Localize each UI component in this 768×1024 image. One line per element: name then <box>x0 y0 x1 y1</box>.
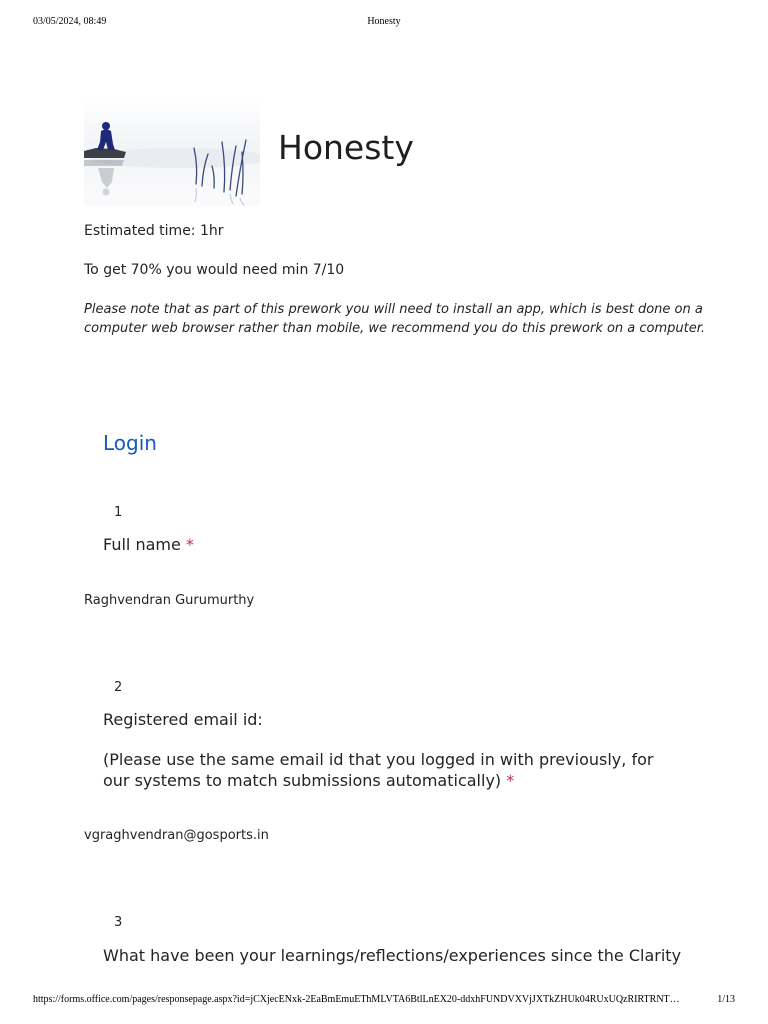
prework-note: Please note that as part of this prework you will need to install an app, which is best done on a computer web browser rather than mobile, we recommend you do this prework on a computer. <box>84 302 706 336</box>
page-number: 1/13 <box>717 994 735 1005</box>
required-marker: * <box>185 535 194 554</box>
question-text: Registered email id: <box>103 710 263 729</box>
answer-text: vgraghvendran@gosports.in <box>84 828 269 843</box>
question-number: 3 <box>114 915 123 930</box>
question-text: What have been your learnings/reflections/experiences since the Clarity <box>103 946 682 965</box>
section-title-login: Login <box>103 431 157 455</box>
question-label: (Please use the same email id that you logged in with previously, for our systems to match submissions automatically) <box>103 750 654 790</box>
answer-text: Raghvendran Gurumurthy <box>84 593 255 608</box>
question-number: 1 <box>114 505 123 520</box>
required-marker: * <box>506 771 515 790</box>
form-title: Honesty <box>278 128 414 167</box>
print-footer <box>33 994 735 1008</box>
question-number: 2 <box>114 680 123 695</box>
estimated-time: Estimated time: 1hr <box>84 223 224 239</box>
print-header <box>33 16 735 30</box>
form-banner-image <box>84 96 260 206</box>
question-text-detail <box>103 749 663 791</box>
question-label: Full name <box>103 535 181 554</box>
question-text <box>103 534 663 555</box>
passing-note: To get 70% you would need min 7/10 <box>84 262 345 278</box>
page-url: https://forms.office.com/pages/responsepage.aspx?id=jCXjecENxk-2EaBmEmuEThMLVTA6BtlLnEX20-ddxhFUNDVXVjJXTkZHUk04RUxUQzRIRTRNT… <box>33 994 680 1005</box>
print-title: Honesty <box>367 16 401 27</box>
print-date: 03/05/2024, 08:49 <box>33 16 107 27</box>
